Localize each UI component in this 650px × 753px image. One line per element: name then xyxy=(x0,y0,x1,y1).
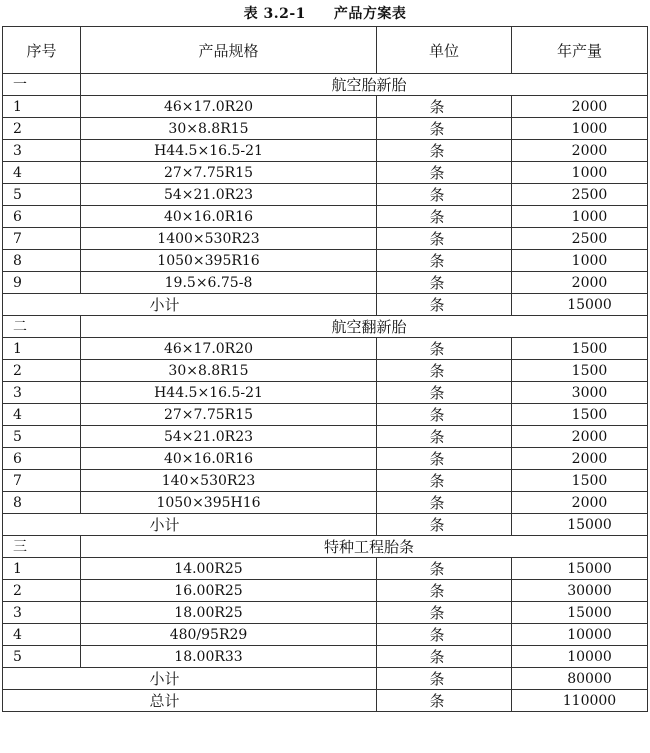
row-unit: 条 xyxy=(377,162,512,184)
table-row xyxy=(3,162,648,184)
row-unit: 条 xyxy=(377,184,512,206)
header-qty: 年产量 xyxy=(512,27,648,74)
table-row xyxy=(3,448,648,470)
row-unit: 条 xyxy=(377,646,512,668)
row-unit: 条 xyxy=(377,404,512,426)
row-spec: 16.00R25 xyxy=(81,580,377,602)
section-row xyxy=(3,536,648,558)
row-spec: 40×16.0R16 xyxy=(81,448,377,470)
row-number: 5 xyxy=(3,646,81,668)
table-row xyxy=(3,184,648,206)
table-row xyxy=(3,382,648,404)
row-quantity: 3000 xyxy=(512,382,648,404)
row-unit: 条 xyxy=(377,580,512,602)
row-quantity: 15000 xyxy=(512,558,648,580)
row-number: 7 xyxy=(3,228,81,250)
row-unit: 条 xyxy=(377,206,512,228)
row-quantity: 1500 xyxy=(512,470,648,492)
row-quantity: 10000 xyxy=(512,624,648,646)
row-unit: 条 xyxy=(377,602,512,624)
table-row xyxy=(3,338,648,360)
table-row xyxy=(3,602,648,624)
row-quantity: 2500 xyxy=(512,228,648,250)
subtotal-quantity: 15000 xyxy=(512,514,648,536)
row-unit: 条 xyxy=(377,118,512,140)
section-title: 特种工程胎条 xyxy=(81,536,648,558)
total-row xyxy=(3,690,648,712)
row-spec: 54×21.0R23 xyxy=(81,426,377,448)
table-row xyxy=(3,250,648,272)
row-number: 8 xyxy=(3,492,81,514)
table-row xyxy=(3,558,648,580)
table-row xyxy=(3,624,648,646)
row-number: 2 xyxy=(3,360,81,382)
subtotal-quantity: 80000 xyxy=(512,668,648,690)
row-quantity: 1500 xyxy=(512,404,648,426)
table-row xyxy=(3,272,648,294)
row-spec: 30×8.8R15 xyxy=(81,360,377,382)
row-number: 2 xyxy=(3,118,81,140)
row-number: 3 xyxy=(3,382,81,404)
row-spec: 140×530R23 xyxy=(81,470,377,492)
product-plan-table xyxy=(2,26,648,712)
row-unit: 条 xyxy=(377,272,512,294)
row-quantity: 1500 xyxy=(512,360,648,382)
row-quantity: 1500 xyxy=(512,338,648,360)
subtotal-quantity: 15000 xyxy=(512,294,648,316)
row-spec: 27×7.75R15 xyxy=(81,404,377,426)
row-number: 1 xyxy=(3,558,81,580)
row-spec: 18.00R25 xyxy=(81,602,377,624)
table-row xyxy=(3,228,648,250)
row-quantity: 2000 xyxy=(512,426,648,448)
total-unit: 条 xyxy=(377,690,512,712)
header-spec: 产品规格 xyxy=(81,27,377,74)
subtotal-label: 小计 xyxy=(3,668,377,690)
row-quantity: 2000 xyxy=(512,448,648,470)
table-row xyxy=(3,492,648,514)
row-spec: H44.5×16.5-21 xyxy=(81,382,377,404)
subtotal-label: 小计 xyxy=(3,294,377,316)
row-spec: 19.5×6.75-8 xyxy=(81,272,377,294)
total-label: 总计 xyxy=(3,690,377,712)
row-number: 5 xyxy=(3,184,81,206)
subtotal-unit: 条 xyxy=(377,668,512,690)
row-quantity: 2000 xyxy=(512,96,648,118)
subtotal-unit: 条 xyxy=(377,514,512,536)
header-unit: 单位 xyxy=(377,27,512,74)
row-unit: 条 xyxy=(377,96,512,118)
row-number: 6 xyxy=(3,448,81,470)
row-number: 6 xyxy=(3,206,81,228)
row-unit: 条 xyxy=(377,470,512,492)
row-unit: 条 xyxy=(377,382,512,404)
subtotal-unit: 条 xyxy=(377,294,512,316)
row-spec: 14.00R25 xyxy=(81,558,377,580)
table-title: 产品方案表 xyxy=(333,6,407,22)
table-row xyxy=(3,206,648,228)
row-number: 9 xyxy=(3,272,81,294)
row-number: 3 xyxy=(3,602,81,624)
table-row xyxy=(3,404,648,426)
row-number: 4 xyxy=(3,624,81,646)
table-body xyxy=(3,74,648,712)
row-unit: 条 xyxy=(377,338,512,360)
row-spec: H44.5×16.5-21 xyxy=(81,140,377,162)
subtotal-row xyxy=(3,514,648,536)
subtotal-row xyxy=(3,294,648,316)
section-title: 航空翻新胎 xyxy=(81,316,648,338)
row-number: 4 xyxy=(3,162,81,184)
row-quantity: 1000 xyxy=(512,250,648,272)
row-quantity: 2000 xyxy=(512,140,648,162)
table-row xyxy=(3,580,648,602)
section-row xyxy=(3,316,648,338)
row-number: 8 xyxy=(3,250,81,272)
row-number: 1 xyxy=(3,338,81,360)
table-caption xyxy=(0,0,650,26)
row-number: 4 xyxy=(3,404,81,426)
row-spec: 1400×530R23 xyxy=(81,228,377,250)
row-number: 5 xyxy=(3,426,81,448)
header-row xyxy=(3,27,648,74)
row-number: 7 xyxy=(3,470,81,492)
section-number: 三 xyxy=(3,536,81,558)
section-row xyxy=(3,74,648,96)
table-row xyxy=(3,118,648,140)
row-unit: 条 xyxy=(377,228,512,250)
row-unit: 条 xyxy=(377,448,512,470)
row-number: 3 xyxy=(3,140,81,162)
row-quantity: 1000 xyxy=(512,118,648,140)
row-unit: 条 xyxy=(377,426,512,448)
table-row xyxy=(3,140,648,162)
section-number: 二 xyxy=(3,316,81,338)
table-row xyxy=(3,96,648,118)
section-number: 一 xyxy=(3,74,81,96)
row-spec: 1050×395R16 xyxy=(81,250,377,272)
total-quantity: 110000 xyxy=(512,690,648,712)
row-unit: 条 xyxy=(377,140,512,162)
section-title: 航空胎新胎 xyxy=(81,74,648,96)
row-spec: 46×17.0R20 xyxy=(81,96,377,118)
header-no: 序号 xyxy=(3,27,81,74)
row-number: 2 xyxy=(3,580,81,602)
table-number: 表 3.2-1 xyxy=(243,6,306,22)
row-spec: 54×21.0R23 xyxy=(81,184,377,206)
row-quantity: 1000 xyxy=(512,162,648,184)
row-spec: 18.00R33 xyxy=(81,646,377,668)
row-unit: 条 xyxy=(377,250,512,272)
row-unit: 条 xyxy=(377,624,512,646)
row-quantity: 10000 xyxy=(512,646,648,668)
row-number: 1 xyxy=(3,96,81,118)
row-unit: 条 xyxy=(377,558,512,580)
row-spec: 46×17.0R20 xyxy=(81,338,377,360)
row-quantity: 2000 xyxy=(512,492,648,514)
subtotal-label: 小计 xyxy=(3,514,377,536)
table-row xyxy=(3,470,648,492)
row-unit: 条 xyxy=(377,360,512,382)
table-row xyxy=(3,426,648,448)
row-quantity: 15000 xyxy=(512,602,648,624)
table-row xyxy=(3,646,648,668)
table-row xyxy=(3,360,648,382)
row-quantity: 2000 xyxy=(512,272,648,294)
row-quantity: 1000 xyxy=(512,206,648,228)
row-quantity: 30000 xyxy=(512,580,648,602)
row-unit: 条 xyxy=(377,492,512,514)
row-quantity: 2500 xyxy=(512,184,648,206)
row-spec: 27×7.75R15 xyxy=(81,162,377,184)
row-spec: 1050×395H16 xyxy=(81,492,377,514)
row-spec: 40×16.0R16 xyxy=(81,206,377,228)
row-spec: 480/95R29 xyxy=(81,624,377,646)
row-spec: 30×8.8R15 xyxy=(81,118,377,140)
subtotal-row xyxy=(3,668,648,690)
